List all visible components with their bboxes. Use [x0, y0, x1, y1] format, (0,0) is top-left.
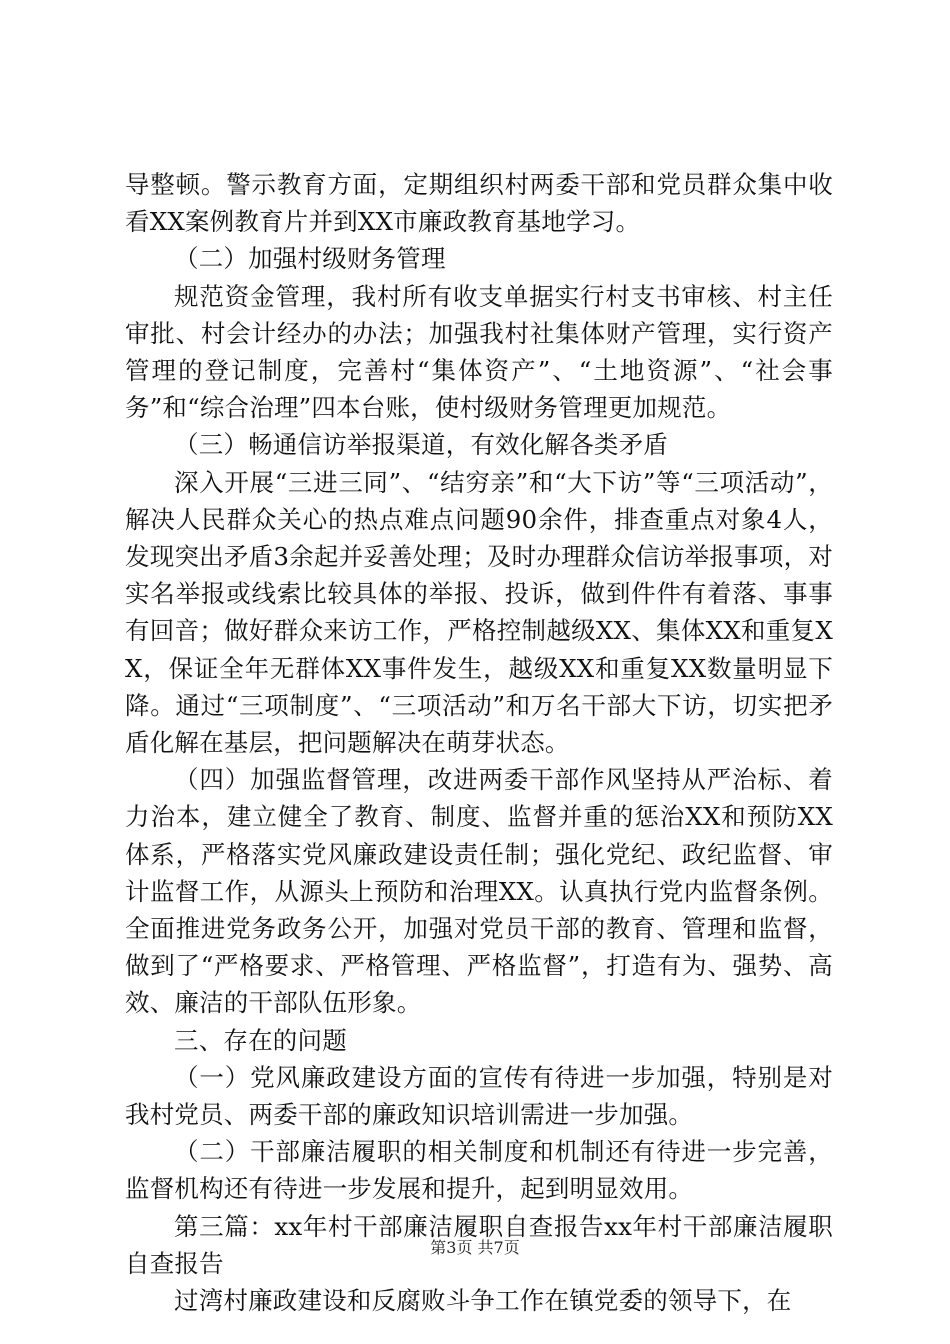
paragraph-8: （一）党风廉政建设方面的宣传有待进一步加强，特别是对我村党员、两委干部的廉政知识培训需进一步加强。 — [125, 1062, 833, 1130]
section-heading-problems: 三、存在的问题 — [174, 1025, 347, 1055]
paragraph-3: 规范资金管理，我村所有收支单据实行村支书审核、村主任审批、村会计经办的办法；加强我村社集体财产管理，实行资产管理的登记制度，完善村“集体资产”、“土地资源”、“社会事务”和“综合治理”四本台账，使村级财务管理更加规范。 — [125, 281, 833, 423]
section-heading-2: （二）加强村级财务管理 — [174, 244, 446, 274]
document-body — [125, 166, 833, 1319]
paragraph-11: 过湾村廉政建设和反腐败斗争工作在镇党委的领导下，在 — [174, 1286, 792, 1316]
paragraph-5: 深入开展“三进三同”、“结穷亲”和“大下访”等“三项活动”，解决人民群众关心的热点难点问题90余件，排查重点对象4人，发现突出矛盾3余起并妥善处理；及时办理群众信访举报事项，对实名举报或线索比较具体的举报、投诉，做到件件有着落、事事有回音；做好群众来访工作，严格控制越级XX、集体XX和重复XX，保证全年无群体XX事件发生，越级XX和重复XX数量明显下降。通过“三项制度”、“三项活动”和万名干部大下访，切实把矛盾化解在基层，把问题解决在萌芽状态。 — [125, 467, 833, 758]
page-footer: 第3页 共7页 — [430, 1238, 520, 1257]
section-heading-3: （三）畅通信访举报渠道，有效化解各类矛盾 — [174, 430, 668, 460]
paragraph-6: （四）加强监督管理，改进两委干部作风坚持从严治标、着力治本，建立健全了教育、制度、监督并重的惩治XX和预防XX体系，严格落实党风廉政建设责任制；强化党纪、政纪监督、审计监督工作，从源头上预防和治理XX。认真执行党内监督条例。全面推进党务政务公开，加强对党员干部的教育、管理和监督，做到了“严格要求、严格管理、严格监督”，打造有为、强势、高效、廉洁的干部队伍形象。 — [125, 765, 833, 1018]
chapter-title: 第三篇：xx年村干部廉洁履职自查报告xx年村干部廉洁履职自查报告 — [125, 1211, 833, 1278]
paragraph-9: （二）干部廉洁履职的相关制度和机制还有待进一步完善，监督机构还有待进一步发展和提升，起到明显效用。 — [125, 1137, 833, 1204]
paragraph-1: 导整顿。警示教育方面，定期组织村两委干部和党员群众集中收看XX案例教育片并到XX市廉政教育基地学习。 — [125, 170, 833, 237]
